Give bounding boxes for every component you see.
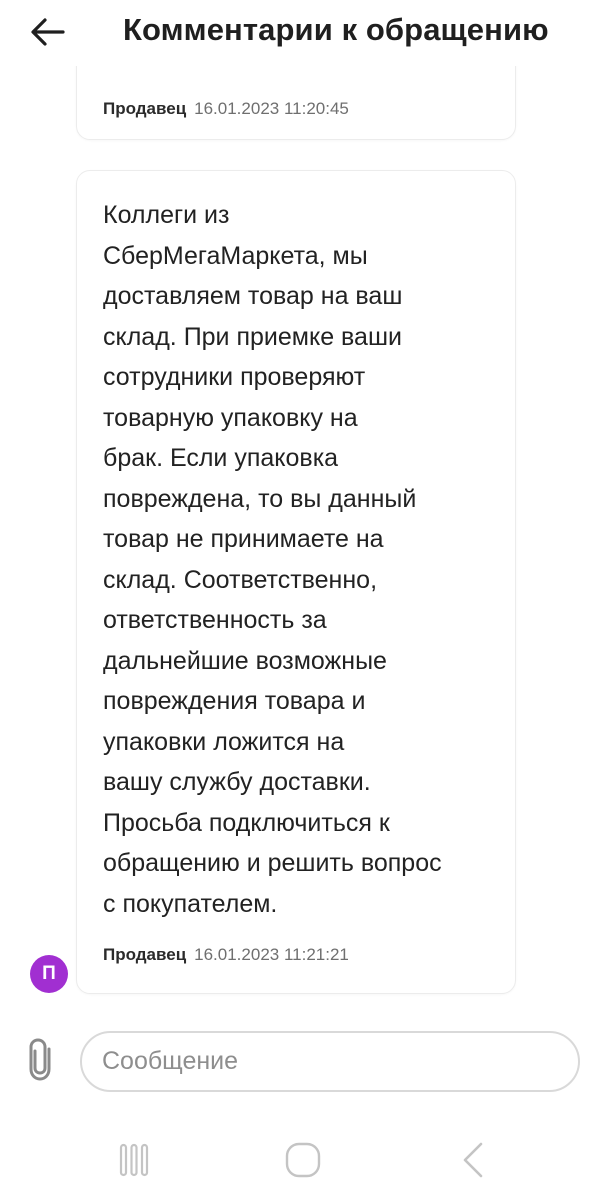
message-bubble (76, 170, 516, 994)
avatar: П (30, 955, 68, 993)
message-author: Продавец (103, 945, 187, 964)
recent-apps-button[interactable] (112, 1138, 156, 1182)
message-text: Коллеги из СберМегаМаркета, мы доставляем товар на ваш склад. При приемке ваши сотрудники проверяют товарную упаковку на брак. Если упаковка повреждена, то вы данный товар не принимаете на склад. Соответственно, ответственность за дальнейшие возможные повреждения товара и упаковки ложится на вашу службу доставки. Просьба подключиться к обращению и решить вопрос с покупателем. (103, 201, 442, 918)
message-timestamp: 16.01.2023 11:20:45 (194, 99, 349, 118)
system-nav-bar (0, 1118, 607, 1200)
recent-apps-icon (112, 1138, 156, 1182)
top-bar (0, 0, 607, 66)
attach-button[interactable] (24, 1037, 58, 1083)
home-button[interactable] (281, 1138, 325, 1182)
message-meta (103, 99, 349, 119)
back-button[interactable] (28, 10, 68, 54)
message-bubble (76, 66, 516, 140)
page-title: Комментарии к обращению (123, 12, 549, 47)
message-author: Продавец (103, 99, 187, 118)
message-meta (103, 945, 349, 965)
message-input[interactable] (80, 1031, 580, 1092)
arrow-left-icon (28, 10, 68, 54)
message-list[interactable] (0, 66, 607, 1016)
home-icon (281, 1138, 325, 1182)
paperclip-icon (24, 1037, 58, 1083)
nav-back-icon (453, 1138, 497, 1182)
nav-back-button[interactable] (453, 1138, 497, 1182)
message-timestamp: 16.01.2023 11:21:21 (194, 945, 349, 964)
